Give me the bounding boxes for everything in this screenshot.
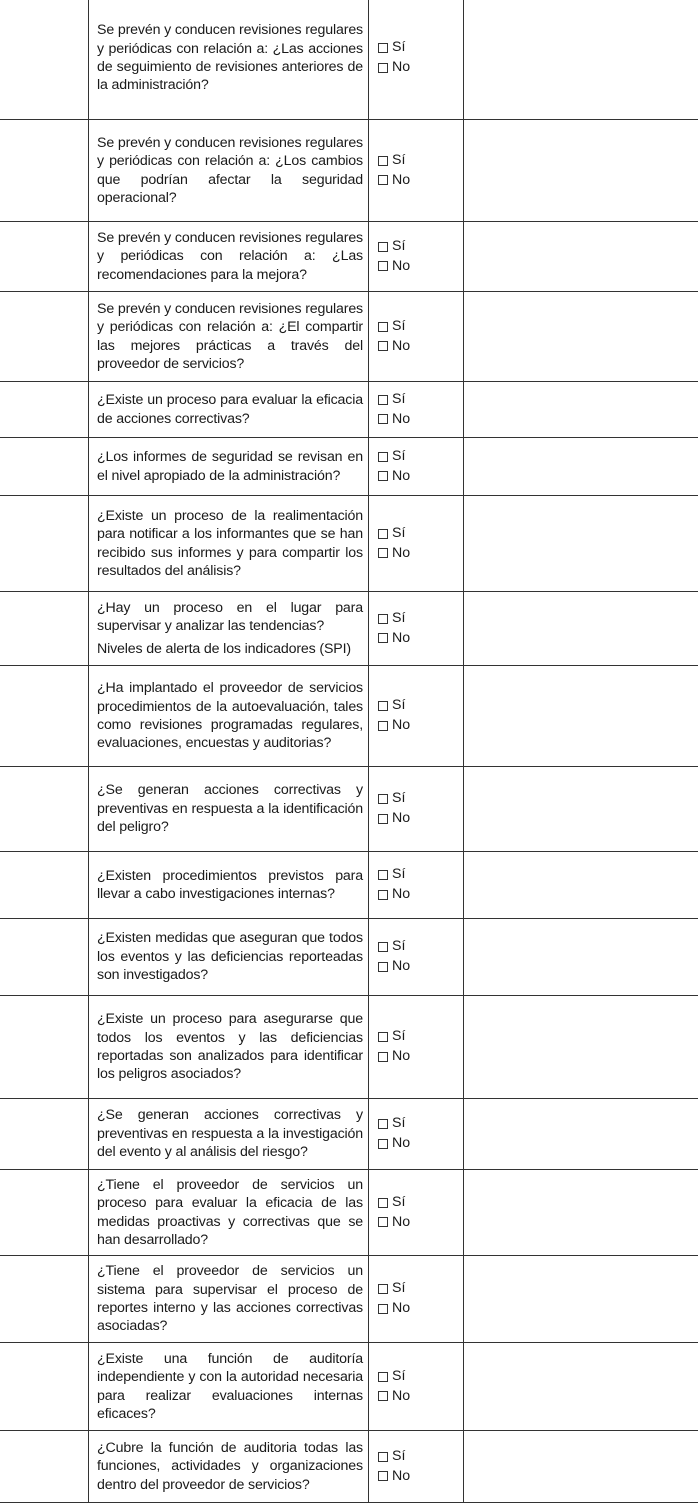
answer-cell [369, 496, 464, 592]
checkbox-square-icon[interactable] [378, 814, 388, 824]
checkbox-square-icon[interactable] [378, 175, 388, 185]
row-number-cell [0, 1256, 89, 1343]
checkbox-label: Sí [392, 1447, 405, 1467]
question-text: Se prevén y conducen revisiones regulares y periódicas con relación a: ¿Las acciones de seguimiento de revisiones anteriores de la administración? [97, 21, 363, 95]
checkbox-square-icon[interactable] [378, 870, 388, 880]
checkbox-square-icon[interactable] [378, 1217, 388, 1227]
checkbox-label: Sí [392, 38, 405, 58]
answer-cell [369, 852, 464, 919]
question-text: ¿Existen medidas que aseguran que todos los eventos y las deficiencias reporteadas son investigados? [97, 929, 363, 984]
no-checkbox[interactable] [378, 1467, 463, 1487]
question-text: ¿Hay un proceso en el lugar para supervisar y analizar las tendencias? [97, 599, 363, 636]
checkbox-square-icon[interactable] [378, 529, 388, 539]
no-checkbox[interactable] [378, 1134, 463, 1154]
checkbox-label: Sí [392, 524, 405, 544]
no-checkbox[interactable] [378, 1213, 463, 1233]
row-number-cell [0, 438, 89, 496]
checkbox-square-icon[interactable] [378, 614, 388, 624]
question-text: ¿Se generan acciones correctivas y preventivas en respuesta a la identificación del peligro? [97, 781, 363, 836]
no-checkbox[interactable] [378, 257, 463, 277]
question-text: ¿Existe un proceso para asegurarse que todos los eventos y las deficiencias reportadas son analizados para identificar los peligros asociados? [97, 1010, 363, 1084]
answer-cell [369, 666, 464, 767]
no-checkbox[interactable] [378, 809, 463, 829]
si-checkbox[interactable] [378, 524, 463, 544]
question-cell [89, 292, 369, 382]
checkbox-square-icon[interactable] [378, 63, 388, 73]
checkbox-square-icon[interactable] [378, 890, 388, 900]
checkbox-square-icon[interactable] [378, 322, 388, 332]
row-number-cell [0, 292, 89, 382]
checkbox-label: No [392, 1299, 410, 1319]
checkbox-label: No [392, 957, 410, 977]
question-cell [89, 438, 369, 496]
si-checkbox[interactable] [378, 237, 463, 257]
table-row [0, 0, 698, 120]
observations-cell[interactable] [464, 292, 698, 382]
checkbox-label: Sí [392, 865, 405, 885]
no-checkbox[interactable] [378, 171, 463, 191]
table-row [0, 222, 698, 292]
row-number-cell [0, 767, 89, 852]
answer-cell [369, 1343, 464, 1431]
checkbox-label: No [392, 467, 410, 487]
si-checkbox[interactable] [378, 317, 463, 337]
answer-cell [369, 1170, 464, 1256]
checkbox-square-icon[interactable] [378, 242, 388, 252]
table-row [0, 767, 698, 852]
checkbox-label: No [392, 257, 410, 277]
checkbox-square-icon[interactable] [378, 701, 388, 711]
checkbox-square-icon[interactable] [378, 43, 388, 53]
table-row [0, 592, 698, 666]
observations-cell[interactable] [464, 666, 698, 767]
checkbox-square-icon[interactable] [378, 794, 388, 804]
row-number-cell [0, 666, 89, 767]
table-row [0, 1099, 698, 1170]
question-cell [89, 1256, 369, 1343]
answer-cell [369, 292, 464, 382]
checkbox-label: No [392, 629, 410, 649]
question-cell [89, 666, 369, 767]
si-checkbox[interactable] [378, 609, 463, 629]
table-row [0, 382, 698, 438]
checkbox-square-icon[interactable] [378, 942, 388, 952]
row-number-cell [0, 852, 89, 919]
question-text: ¿Existe un proceso para evaluar la eficacia de acciones correctivas? [97, 391, 363, 428]
observations-cell[interactable] [464, 996, 698, 1099]
answer-cell [369, 438, 464, 496]
question-text: Se prevén y conducen revisiones regulares y periódicas con relación a: ¿Los cambios que podrían afectar la seguridad operacional? [97, 134, 363, 208]
answer-cell [369, 382, 464, 438]
question-text: ¿Existen procedimientos previstos para llevar a cabo investigaciones internas? [97, 867, 363, 904]
si-checkbox[interactable] [378, 390, 463, 410]
checkbox-square-icon[interactable] [378, 1391, 388, 1401]
checkbox-square-icon[interactable] [378, 1119, 388, 1129]
checkbox-label: No [392, 1134, 410, 1154]
checkbox-label: Sí [392, 1114, 405, 1134]
question-cell [89, 1099, 369, 1170]
checkbox-label: Sí [392, 317, 405, 337]
table-row [0, 1256, 698, 1343]
checkbox-label: No [392, 1467, 410, 1487]
question-text: ¿Los informes de seguridad se revisan en el nivel apropiado de la administración? [97, 448, 363, 485]
checkbox-square-icon[interactable] [378, 721, 388, 731]
question-text: ¿Existe una función de auditoría independiente y con la autoridad necesaria para realizar evaluaciones internas eficaces? [97, 1350, 363, 1424]
no-checkbox[interactable] [378, 1299, 463, 1319]
checkbox-label: Sí [392, 237, 405, 257]
table-row [0, 666, 698, 767]
no-checkbox[interactable] [378, 629, 463, 649]
checkbox-square-icon[interactable] [378, 1452, 388, 1462]
row-number-cell [0, 1343, 89, 1431]
question-text: Se prevén y conducen revisiones regulares y periódicas con relación a: ¿El compartir las mejores prácticas a través del proveedor de servicios? [97, 300, 363, 374]
row-number-cell [0, 919, 89, 996]
checkbox-square-icon[interactable] [378, 395, 388, 405]
question-cell [89, 1431, 369, 1503]
checkbox-label: No [392, 885, 410, 905]
checkbox-label: No [392, 544, 410, 564]
table-row [0, 852, 698, 919]
checkbox-square-icon[interactable] [378, 1052, 388, 1062]
row-number-cell [0, 382, 89, 438]
question-text: ¿Se generan acciones correctivas y preventivas en respuesta a la investigación del evento y al análisis del riesgo? [97, 1106, 363, 1161]
checkbox-square-icon[interactable] [378, 471, 388, 481]
answer-cell [369, 996, 464, 1099]
question-text: ¿Tiene el proveedor de servicios un proceso para evaluar la eficacia de las medidas proactivas y correctivas que se han desarrollado? [97, 1176, 363, 1250]
checkbox-square-icon[interactable] [378, 1372, 388, 1382]
checkbox-square-icon[interactable] [378, 1032, 388, 1042]
no-checkbox[interactable] [378, 1047, 463, 1067]
no-checkbox[interactable] [378, 1387, 463, 1407]
table-row [0, 1343, 698, 1431]
observations-cell[interactable] [464, 438, 698, 496]
question-cell [89, 767, 369, 852]
question-cell [89, 852, 369, 919]
checkbox-square-icon[interactable] [378, 452, 388, 462]
si-checkbox[interactable] [378, 38, 463, 58]
answer-cell [369, 919, 464, 996]
si-checkbox[interactable] [378, 1367, 463, 1387]
checkbox-label: No [392, 1387, 410, 1407]
checkbox-label: No [392, 809, 410, 829]
observations-cell[interactable] [464, 0, 698, 120]
question-text: ¿Ha implantado el proveedor de servicios procedimientos de la autoevaluación, tales como revisiones programadas regulares, evaluaciones, encuestas y auditorias? [97, 679, 363, 753]
checkbox-square-icon[interactable] [378, 261, 388, 271]
question-cell [89, 120, 369, 222]
question-text: ¿Cubre la función de auditoria todas las funciones, actividades y organizaciones dentro del proveedor de servicios? [97, 1439, 363, 1494]
row-number-cell [0, 1099, 89, 1170]
no-checkbox[interactable] [378, 885, 463, 905]
row-number-cell [0, 120, 89, 222]
question-cell [89, 1343, 369, 1431]
si-checkbox[interactable] [378, 1279, 463, 1299]
checkbox-label: Sí [392, 1279, 405, 1299]
question-cell [89, 222, 369, 292]
si-checkbox[interactable] [378, 1193, 463, 1213]
no-checkbox[interactable] [378, 467, 463, 487]
row-number-cell [0, 1431, 89, 1503]
table-row [0, 919, 698, 996]
question-cell [89, 496, 369, 592]
answer-cell [369, 1256, 464, 1343]
checkbox-square-icon[interactable] [378, 414, 388, 424]
answer-cell [369, 592, 464, 666]
row-number-cell [0, 592, 89, 666]
checkbox-label: Sí [392, 151, 405, 171]
no-checkbox[interactable] [378, 957, 463, 977]
checkbox-label: Sí [392, 696, 405, 716]
question-text: Niveles de alerta de los indicadores (SPI) [97, 640, 363, 658]
si-checkbox[interactable] [378, 1447, 463, 1467]
answer-cell [369, 222, 464, 292]
si-checkbox[interactable] [378, 1027, 463, 1047]
checkbox-square-icon[interactable] [378, 1471, 388, 1481]
table-row [0, 292, 698, 382]
observations-cell[interactable] [464, 852, 698, 919]
table-row [0, 120, 698, 222]
observations-cell[interactable] [464, 222, 698, 292]
table-row [0, 1170, 698, 1256]
question-cell [89, 996, 369, 1099]
answer-cell [369, 1099, 464, 1170]
checkbox-label: No [392, 1047, 410, 1067]
observations-cell[interactable] [464, 919, 698, 996]
checkbox-label: Sí [392, 609, 405, 629]
observations-cell[interactable] [464, 1099, 698, 1170]
table-row [0, 996, 698, 1099]
checkbox-square-icon[interactable] [378, 1284, 388, 1294]
answer-cell [369, 0, 464, 120]
observations-cell[interactable] [464, 382, 698, 438]
checkbox-square-icon[interactable] [378, 156, 388, 166]
row-number-cell [0, 1170, 89, 1256]
si-checkbox[interactable] [378, 151, 463, 171]
checkbox-label: Sí [392, 1367, 405, 1387]
si-checkbox[interactable] [378, 865, 463, 885]
checkbox-label: Sí [392, 1027, 405, 1047]
checkbox-square-icon[interactable] [378, 1304, 388, 1314]
observations-cell[interactable] [464, 496, 698, 592]
observations-cell[interactable] [464, 767, 698, 852]
question-text: ¿Existe un proceso de la realimentación para notificar a los informantes que se han recibido sus informes y para compartir los resultados del análisis? [97, 507, 363, 581]
row-number-cell [0, 496, 89, 592]
checkbox-label: No [392, 58, 410, 78]
answer-cell [369, 767, 464, 852]
table-row [0, 438, 698, 496]
row-number-cell [0, 996, 89, 1099]
no-checkbox[interactable] [378, 716, 463, 736]
checkbox-label: No [392, 171, 410, 191]
checkbox-label: No [392, 716, 410, 736]
checkbox-square-icon[interactable] [378, 1198, 388, 1208]
checkbox-label: Sí [392, 390, 405, 410]
checkbox-square-icon[interactable] [378, 962, 388, 972]
si-checkbox[interactable] [378, 447, 463, 467]
checkbox-label: No [392, 1213, 410, 1233]
checkbox-square-icon[interactable] [378, 633, 388, 643]
answer-cell [369, 1431, 464, 1503]
observations-cell[interactable] [464, 1170, 698, 1256]
checkbox-square-icon[interactable] [378, 341, 388, 351]
checkbox-label: Sí [392, 937, 405, 957]
checkbox-square-icon[interactable] [378, 1139, 388, 1149]
question-cell [89, 592, 369, 666]
question-cell [89, 1170, 369, 1256]
question-text: ¿Tiene el proveedor de servicios un sistema para supervisar el proceso de reportes interno y las acciones correctivas asociadas? [97, 1262, 363, 1336]
checkbox-label: Sí [392, 1193, 405, 1213]
si-checkbox[interactable] [378, 1114, 463, 1134]
checkbox-label: Sí [392, 447, 405, 467]
row-number-cell [0, 222, 89, 292]
table-row [0, 496, 698, 592]
observations-cell[interactable] [464, 1343, 698, 1431]
no-checkbox[interactable] [378, 337, 463, 357]
no-checkbox[interactable] [378, 410, 463, 430]
question-cell [89, 382, 369, 438]
observations-cell[interactable] [464, 1431, 698, 1503]
si-checkbox[interactable] [378, 789, 463, 809]
checkbox-label: No [392, 337, 410, 357]
checkbox-square-icon[interactable] [378, 548, 388, 558]
row-number-cell [0, 0, 89, 120]
checkbox-label: No [392, 410, 410, 430]
answer-cell [369, 120, 464, 222]
question-text: Se prevén y conducen revisiones regulares y periódicas con relación a: ¿Las recomendaciones para la mejora? [97, 229, 363, 284]
observations-cell[interactable] [464, 592, 698, 666]
checkbox-label: Sí [392, 789, 405, 809]
table-row [0, 1431, 698, 1503]
observations-cell[interactable] [464, 1256, 698, 1343]
si-checkbox[interactable] [378, 696, 463, 716]
no-checkbox[interactable] [378, 544, 463, 564]
question-cell [89, 0, 369, 120]
observations-cell[interactable] [464, 120, 698, 222]
question-cell [89, 919, 369, 996]
si-checkbox[interactable] [378, 937, 463, 957]
no-checkbox[interactable] [378, 58, 463, 78]
